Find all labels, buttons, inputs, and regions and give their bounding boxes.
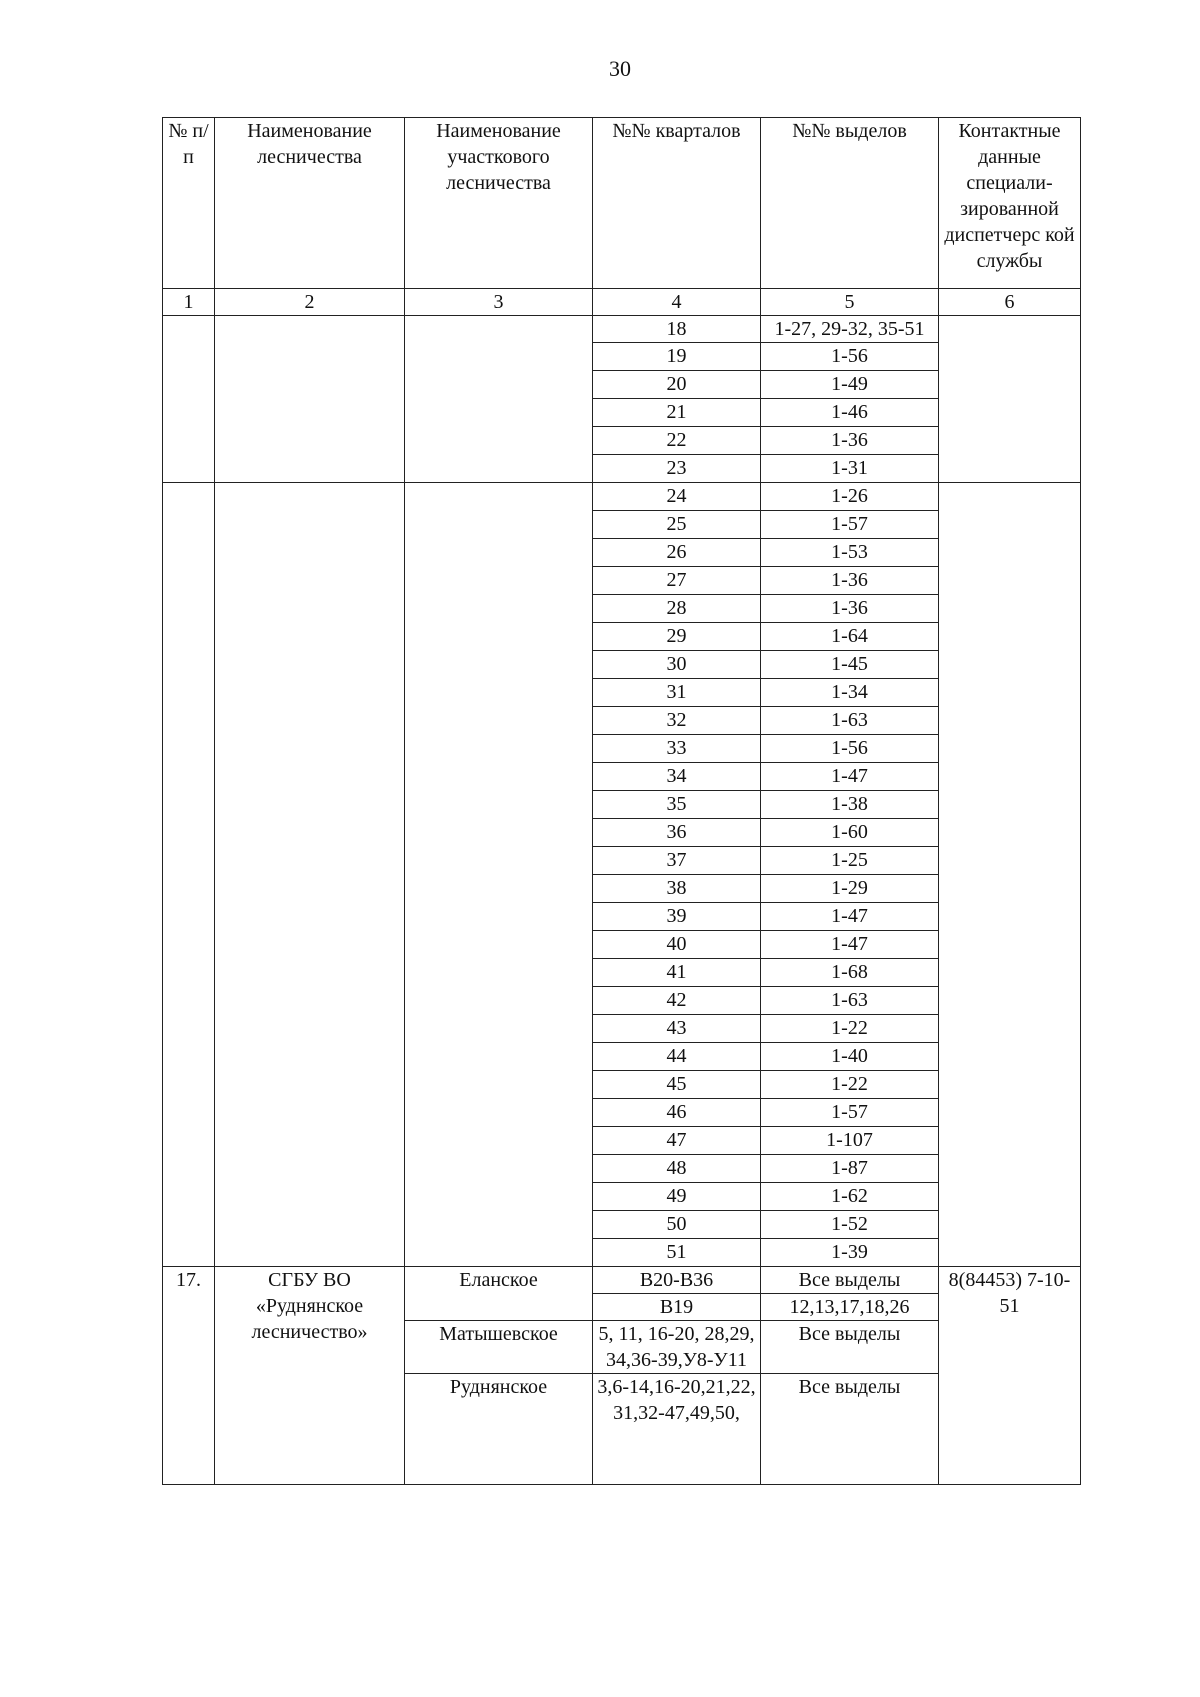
plots-cell: 1-36 bbox=[761, 595, 939, 623]
plots-cell: 1-22 bbox=[761, 1015, 939, 1043]
plots-cell: 1-49 bbox=[761, 371, 939, 399]
header-number: № п/п bbox=[163, 118, 215, 289]
quarter-cell: 20 bbox=[593, 371, 761, 399]
quarter-cell: 47 bbox=[593, 1127, 761, 1155]
table-row bbox=[163, 1267, 1081, 1294]
quarter-cell: 23 bbox=[593, 455, 761, 483]
quarter-cell: 40 bbox=[593, 931, 761, 959]
quarter-cell: В20-В36 bbox=[593, 1267, 761, 1294]
quarter-cell: 30 bbox=[593, 651, 761, 679]
plots-cell: 1-22 bbox=[761, 1071, 939, 1099]
column-number: 2 bbox=[215, 289, 405, 316]
plots-cell: 1-36 bbox=[761, 567, 939, 595]
header-district-forestry: Наименование участкового лесничества bbox=[405, 118, 593, 289]
quarter-cell: 27 bbox=[593, 567, 761, 595]
header-contacts: Контактные данные специали-зированной диспетчерс кой службы bbox=[939, 118, 1081, 289]
empty-cell bbox=[163, 483, 215, 1267]
header-row bbox=[163, 118, 1081, 289]
quarter-cell: 26 bbox=[593, 539, 761, 567]
plots-cell: 1-38 bbox=[761, 791, 939, 819]
quarter-cell: 32 bbox=[593, 707, 761, 735]
forestry-name: СГБУ ВО «Руднянское лесничество» bbox=[215, 1267, 405, 1485]
district-forestry-name: Руднянское bbox=[405, 1374, 593, 1485]
quarter-cell: 33 bbox=[593, 735, 761, 763]
quarter-cell: 37 bbox=[593, 847, 761, 875]
quarter-cell: 34 bbox=[593, 763, 761, 791]
column-number: 6 bbox=[939, 289, 1081, 316]
plots-cell: 1-63 bbox=[761, 987, 939, 1015]
plots-cell: 1-87 bbox=[761, 1155, 939, 1183]
quarter-cell: 49 bbox=[593, 1183, 761, 1211]
empty-cell bbox=[163, 316, 215, 483]
empty-cell bbox=[939, 316, 1081, 483]
plots-cell: 1-47 bbox=[761, 763, 939, 791]
quarter-cell: 29 bbox=[593, 623, 761, 651]
plots-cell: 1-27, 29-32, 35-51 bbox=[761, 316, 939, 343]
table-row bbox=[163, 316, 1081, 343]
empty-cell bbox=[939, 483, 1081, 1267]
quarter-cell: 48 bbox=[593, 1155, 761, 1183]
column-number: 4 bbox=[593, 289, 761, 316]
plots-cell: 1-47 bbox=[761, 903, 939, 931]
quarter-cell: В19 bbox=[593, 1294, 761, 1321]
quarter-cell: 35 bbox=[593, 791, 761, 819]
page-number: 30 bbox=[609, 56, 631, 81]
plots-cell: Все выделы bbox=[761, 1267, 939, 1294]
table-row bbox=[163, 483, 1081, 511]
quarter-cell: 22 bbox=[593, 427, 761, 455]
quarter-cell: 5, 11, 16-20, 28,29, 34,36-39,У8-У11 bbox=[593, 1321, 761, 1374]
quarter-cell: 50 bbox=[593, 1211, 761, 1239]
empty-cell bbox=[215, 483, 405, 1267]
quarter-cell: 24 bbox=[593, 483, 761, 511]
quarter-cell: 41 bbox=[593, 959, 761, 987]
quarter-cell: 18 bbox=[593, 316, 761, 343]
plots-cell: 1-68 bbox=[761, 959, 939, 987]
plots-cell: 1-56 bbox=[761, 343, 939, 371]
column-number-row bbox=[163, 289, 1081, 316]
quarter-cell: 42 bbox=[593, 987, 761, 1015]
quarter-cell: 46 bbox=[593, 1099, 761, 1127]
plots-cell: 1-40 bbox=[761, 1043, 939, 1071]
entry-number: 17. bbox=[163, 1267, 215, 1485]
plots-cell: 1-62 bbox=[761, 1183, 939, 1211]
quarter-cell: 25 bbox=[593, 511, 761, 539]
plots-cell: 1-57 bbox=[761, 1099, 939, 1127]
plots-cell: 1-26 bbox=[761, 483, 939, 511]
column-number: 5 bbox=[761, 289, 939, 316]
district-forestry-name: Матышевское bbox=[405, 1321, 593, 1374]
quarter-cell: 45 bbox=[593, 1071, 761, 1099]
forestry-table bbox=[162, 117, 1081, 1485]
plots-cell: 1-34 bbox=[761, 679, 939, 707]
plots-cell: 1-57 bbox=[761, 511, 939, 539]
plots-cell: 1-46 bbox=[761, 399, 939, 427]
plots-cell: 1-60 bbox=[761, 819, 939, 847]
column-number: 3 bbox=[405, 289, 593, 316]
empty-cell bbox=[215, 316, 405, 483]
quarter-cell: 28 bbox=[593, 595, 761, 623]
quarter-cell: 3,6-14,16-20,21,22, 31,32-47,49,50, bbox=[593, 1374, 761, 1485]
plots-cell: 1-64 bbox=[761, 623, 939, 651]
column-number: 1 bbox=[163, 289, 215, 316]
plots-cell: 1-52 bbox=[761, 1211, 939, 1239]
plots-cell: 1-56 bbox=[761, 735, 939, 763]
quarter-cell: 19 bbox=[593, 343, 761, 371]
plots-cell: 12,13,17,18,26 bbox=[761, 1294, 939, 1321]
plots-cell: 1-36 bbox=[761, 427, 939, 455]
plots-cell: 1-25 bbox=[761, 847, 939, 875]
plots-cell: 1-45 bbox=[761, 651, 939, 679]
quarter-cell: 44 bbox=[593, 1043, 761, 1071]
quarter-cell: 51 bbox=[593, 1239, 761, 1267]
quarter-cell: 38 bbox=[593, 875, 761, 903]
header-forestry: Наименование лесничества bbox=[215, 118, 405, 289]
quarter-cell: 31 bbox=[593, 679, 761, 707]
quarter-cell: 43 bbox=[593, 1015, 761, 1043]
table-body bbox=[163, 316, 1081, 1485]
quarter-cell: 39 bbox=[593, 903, 761, 931]
header-plots: №№ выделов bbox=[761, 118, 939, 289]
plots-cell: 1-31 bbox=[761, 455, 939, 483]
district-forestry-name: Еланское bbox=[405, 1267, 593, 1321]
header-quarters: №№ кварталов bbox=[593, 118, 761, 289]
plots-cell: 1-63 bbox=[761, 707, 939, 735]
plots-cell: 1-29 bbox=[761, 875, 939, 903]
empty-cell bbox=[405, 316, 593, 483]
plots-cell: 1-53 bbox=[761, 539, 939, 567]
quarter-cell: 36 bbox=[593, 819, 761, 847]
quarter-cell: 21 bbox=[593, 399, 761, 427]
plots-cell: 1-47 bbox=[761, 931, 939, 959]
plots-cell: 1-107 bbox=[761, 1127, 939, 1155]
plots-cell: 1-39 bbox=[761, 1239, 939, 1267]
contact-cell: 8(84453) 7-10-51 bbox=[939, 1267, 1081, 1485]
plots-cell: Все выделы bbox=[761, 1321, 939, 1374]
plots-cell: Все выделы bbox=[761, 1374, 939, 1485]
empty-cell bbox=[405, 483, 593, 1267]
